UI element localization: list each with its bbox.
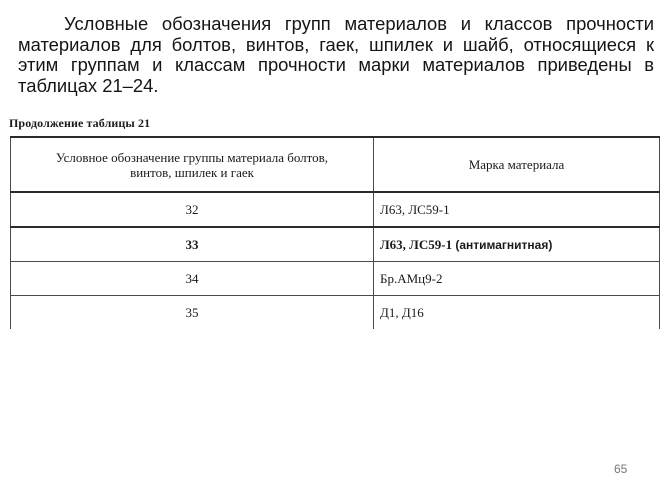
row-group-cell: 34 <box>11 262 374 296</box>
row-material-text: Л63, ЛС59-1 <box>380 201 450 217</box>
row-material-text: Д1, Д16 <box>380 304 424 320</box>
table-caption: Продолжение таблицы 21 <box>9 116 151 130</box>
intro-paragraph: Условные обозначения групп материалов и классов прочности материалов для болтов, винтов, гаек, шпилек и шайб, относящиеся к этим группам и классам прочности марки материалов приведены в таблицах 21–24. <box>18 13 654 96</box>
row-material-text: Л63, ЛС59-1 <box>380 236 453 252</box>
row-group-cell: 32 <box>11 192 374 227</box>
header-group-line2: винтов, шпилек и гаек <box>130 164 254 180</box>
row-material-note: (антимагнитная) <box>455 237 553 252</box>
header-group-designation <box>11 137 374 192</box>
row-group-cell: 33 <box>11 227 374 262</box>
table-row <box>11 296 660 330</box>
row-material-cell <box>374 192 660 227</box>
header-group-line1: Условное обозначение группы материала болтов, <box>55 149 329 165</box>
row-material-cell <box>374 227 660 262</box>
materials-table <box>10 136 660 329</box>
page-number: 65 <box>614 462 628 476</box>
row-material-text: Бр.АМц9-2 <box>380 270 443 286</box>
table-row <box>11 227 660 262</box>
row-material-cell <box>374 262 660 296</box>
row-material-cell <box>374 296 660 330</box>
table-header-row <box>11 137 660 192</box>
header-material-grade: Марка материала <box>374 137 660 192</box>
row-group-cell: 35 <box>11 296 374 330</box>
table-row <box>11 192 660 227</box>
table-row <box>11 262 660 296</box>
